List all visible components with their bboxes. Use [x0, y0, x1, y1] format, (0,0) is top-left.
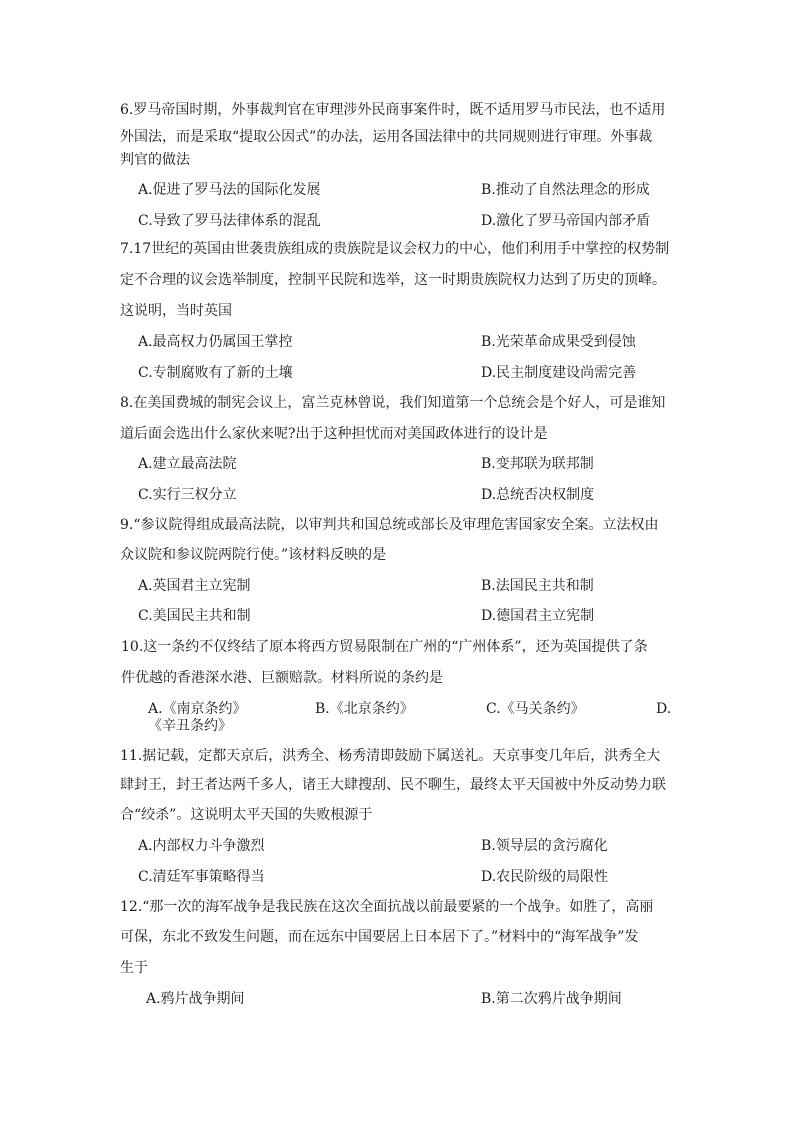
q8-option-c: C.实行三权分立: [138, 487, 237, 503]
q10-option-d-letter: D.: [656, 701, 672, 717]
q7-stem-line-3: 这说明，当时英国: [120, 303, 232, 319]
q8-option-d: D.总统否决权制度: [481, 487, 595, 503]
q9-stem-line-1: 9.“参议院得组成最高法院，以审判共和国总统或部长及审理危害国家安全案。立法权由: [120, 517, 659, 533]
q6-option-a: A.促进了罗马法的国际化发展: [138, 182, 321, 198]
q6-option-b: B.推动了自然法理念的形成: [481, 182, 650, 198]
q6-option-d: D.激化了罗马帝国内部矛盾: [481, 213, 651, 229]
q10-stem-line-2: 件优越的香港深水港、巨额赔款。材料所说的条约是: [121, 670, 443, 686]
q11-option-d: D.农民阶级的局限性: [481, 869, 609, 885]
q10-option-c: C.《马关条约》: [486, 701, 585, 717]
q11-option-b: B.领导层的贪污腐化: [481, 838, 608, 854]
q12-option-a: A.鸦片战争期间: [146, 991, 245, 1007]
q8-stem-line-2: 道后面会选出什么家伙来呢?出于这种担忧而对美国政体进行的设计是: [120, 426, 548, 442]
q12-option-b: B.第二次鸦片战争期间: [481, 991, 622, 1007]
q6-option-c: C.导致了罗马法律体系的混乱: [138, 213, 321, 229]
q9-option-c: C.美国民主共和制: [138, 608, 251, 624]
q10-stem-line-1: 10.这一条约不仅终结了原本将西方贸易限制在广州的“广州体系”，还为英国提供了条: [121, 639, 648, 655]
q11-stem-line-2: 肆封王，封王者达两千多人，诸王大肆搜刮、民不聊生，最终太平天国被中外反动势力联: [120, 777, 666, 793]
q10-option-b: B.《北京条约》: [315, 701, 414, 717]
q9-option-b: B.法国民主共和制: [481, 578, 594, 594]
q6-stem-line-2: 外国法，而是采取“提取公因式”的办法，运用各国法律中的共同规则进行审理。外事裁: [120, 129, 653, 145]
q9-option-a: A.英国君主立宪制: [138, 578, 251, 594]
q9-stem-line-2: 众议院和参议院两院行使。”该材料反映的是: [120, 547, 387, 563]
q7-option-a: A.最高权力仍属国王掌控: [138, 334, 293, 350]
q8-stem-line-1: 8.在美国费城的制宪会议上，富兰克林曾说，我们知道第一个总统会是个好人，可是谁知: [120, 395, 666, 411]
q12-stem-line-2: 可保，东北不致发生问题，而在远东中国要居上日本居下了。”材料中的“海军战争”发: [120, 929, 639, 945]
q11-option-a: A.内部权力斗争激烈: [138, 838, 265, 854]
q7-option-c: C.专制腐败有了新的土壤: [138, 365, 293, 381]
q10-option-a: A.《南京条约》: [148, 701, 247, 717]
q9-option-d: D.德国君主立宪制: [481, 608, 595, 624]
q12-stem-line-1: 12.“那一次的海军战争是我民族在这次全面抗战以前最要紧的一个战争。如胜了，高丽: [120, 899, 654, 915]
q11-option-c: C.清廷军事策略得当: [138, 869, 265, 885]
q7-option-b: B.光荣革命成果受到侵蚀: [481, 334, 636, 350]
q6-stem-line-1: 6.罗马帝国时期，外事裁判官在审理涉外民商事案件时，既不适用罗马市民法，也不适用: [120, 102, 666, 118]
q7-stem-line-1: 7.17世纪的英国由世袭贵族组成的贵族院是议会权力的中心，他们利用手中掌控的权势制: [120, 241, 670, 257]
q10-option-d-text: 《辛丑条约》: [148, 718, 232, 734]
q11-stem-line-1: 11.据记载，定都天京后，洪秀全、杨秀清即鼓励下属送礼。天京事变几年后，洪秀全大: [120, 748, 661, 764]
q8-option-a: A.建立最高法院: [138, 456, 237, 472]
q11-stem-line-3: 合“绞杀”。这说明太平天国的失败根源于: [120, 807, 373, 823]
q7-option-d: D.民主制度建设尚需完善: [481, 365, 637, 381]
q12-stem-line-3: 生于: [120, 960, 148, 976]
q6-stem-line-3: 判官的做法: [120, 152, 190, 168]
q7-stem-line-2: 定不合理的议会选举制度，控制平民院和选举，这一时期贵族院权力达到了历史的顶峰。: [120, 272, 666, 288]
q8-option-b: B.变邦联为联邦制: [481, 456, 594, 472]
